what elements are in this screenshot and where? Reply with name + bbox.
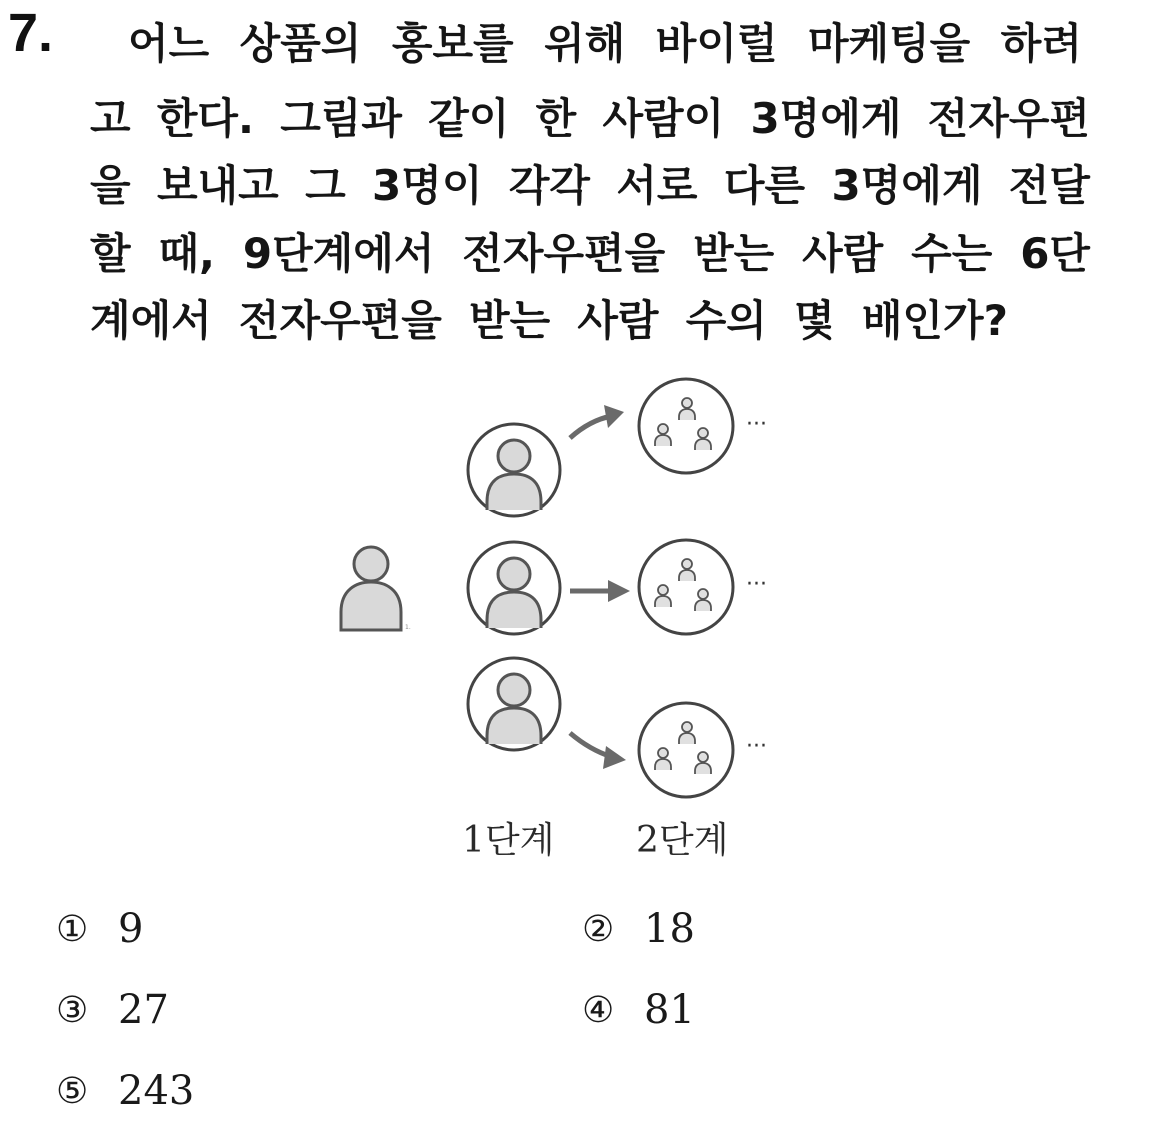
- question-word: 사람: [802, 229, 884, 278]
- question-word: 한다.: [156, 94, 254, 143]
- question-word: 고: [90, 94, 131, 143]
- question-word: 마케팅을: [807, 19, 971, 68]
- stage1-person-icon: [468, 658, 560, 750]
- arrow-icon: [570, 733, 626, 769]
- question-word: 배인가?: [861, 296, 1008, 345]
- question-word: 사람: [577, 296, 659, 345]
- question-word: 받는: [693, 229, 775, 278]
- choice-4[interactable]: [582, 987, 695, 1033]
- question-word: 홍보를: [391, 19, 514, 68]
- question-word: 을: [90, 161, 131, 210]
- question-word: 계에서: [90, 296, 212, 345]
- stage2-group-icon: [639, 540, 733, 634]
- origin-person-icon: [341, 547, 411, 631]
- stage1-person-icon: [468, 424, 560, 516]
- question-word: 전달: [1008, 161, 1090, 210]
- stage2-group-icon: [639, 379, 733, 473]
- ellipsis: ···: [746, 734, 767, 759]
- question-word: 3명에게: [831, 161, 983, 210]
- choice-2[interactable]: [582, 906, 695, 952]
- question-word: 바이럴: [655, 19, 778, 68]
- svg-text:1.: 1.: [405, 624, 411, 631]
- question-word: 위해: [544, 19, 626, 68]
- stage1-label: 1단계: [462, 820, 555, 861]
- question-word: 9단계에서: [242, 229, 435, 278]
- question-word: 받는: [469, 296, 551, 345]
- question-word: 수는: [911, 229, 993, 278]
- choice-number: ⑤: [56, 1070, 89, 1112]
- question-word: 몇: [794, 296, 835, 345]
- question-word: 할: [90, 229, 131, 278]
- choice-number: ④: [582, 989, 615, 1031]
- choice-number: ③: [56, 989, 89, 1031]
- question-word: 그림과: [280, 94, 402, 143]
- stage1-person-icon: [468, 542, 560, 634]
- question-word: 3명이: [372, 161, 483, 210]
- question-word: 그: [305, 161, 346, 210]
- question-word: 때,: [158, 229, 215, 278]
- question-word: 상품의: [239, 19, 362, 68]
- question-word: 사람이: [602, 94, 725, 143]
- choice-5[interactable]: [56, 1068, 194, 1114]
- question-word: 전자우편: [927, 94, 1090, 143]
- question-word: 서로: [616, 161, 698, 210]
- question-word: 하려: [1000, 19, 1082, 68]
- arrow-icon: [570, 405, 624, 438]
- question-word: 각각: [508, 161, 590, 210]
- choice-3[interactable]: [56, 987, 169, 1033]
- ellipsis: ···: [746, 572, 767, 597]
- question-word: 전자우편을: [462, 229, 666, 278]
- stage2-group-icon: [639, 703, 733, 797]
- question-word: 어느: [128, 19, 210, 68]
- choice-value: 18: [644, 906, 695, 952]
- question-word: 수의: [685, 296, 767, 345]
- choice-value: 9: [118, 906, 144, 952]
- choice-number: ②: [582, 908, 615, 950]
- question-word: 같이: [428, 94, 510, 143]
- question-word: 6단: [1020, 229, 1090, 278]
- stage2-label: 2단계: [636, 820, 729, 861]
- choice-value: 27: [118, 987, 169, 1033]
- question-word: 3명에게: [750, 94, 902, 143]
- arrow-icon: [570, 580, 630, 602]
- question-word: 보내고: [156, 161, 279, 210]
- question-word: 전자우편을: [238, 296, 442, 345]
- question-word: 한: [535, 94, 577, 143]
- choice-value: 81: [644, 987, 695, 1033]
- choice-number: ①: [56, 908, 89, 950]
- question-number: 7.: [8, 3, 54, 63]
- ellipsis: ···: [746, 412, 767, 437]
- choice-1[interactable]: [56, 906, 143, 952]
- choice-value: 243: [118, 1068, 195, 1114]
- question-word: 다른: [723, 161, 806, 210]
